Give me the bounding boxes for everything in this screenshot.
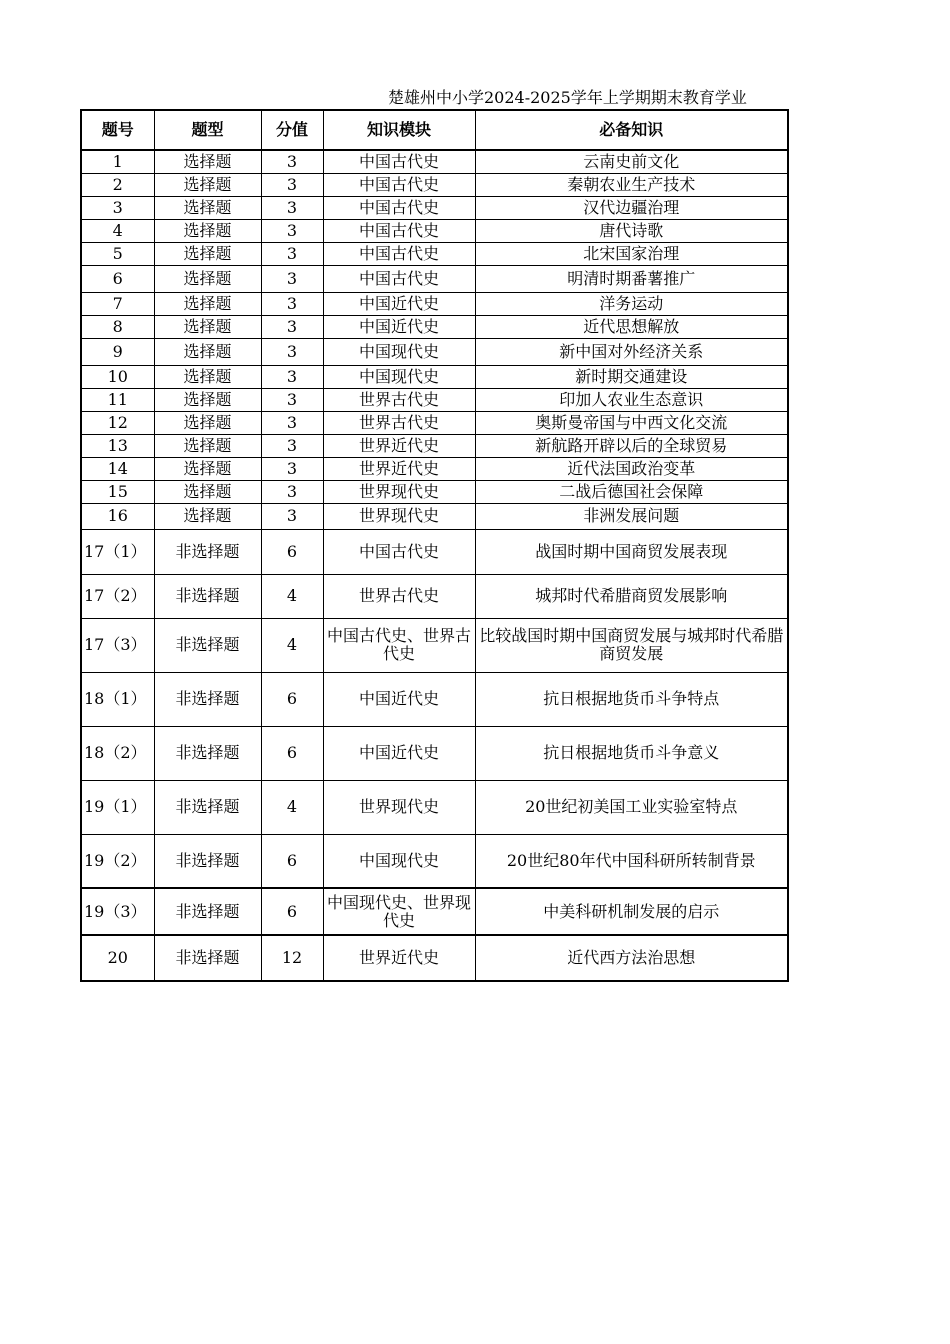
header-question-number: 题号 [81,110,154,150]
cell-question-number: 15 [81,480,154,503]
cell-knowledge: 近代西方法治思想 [475,935,788,981]
header-row [81,110,788,150]
document-title: 楚雄州中小学2024-2025学年上学期期末教育学业 [388,88,747,107]
exam-spec-table [80,109,789,982]
cell-module: 中国古代史、世界古代史 [323,618,475,672]
cell-knowledge: 明清时期番薯推广 [475,265,788,292]
cell-question-number: 17（1） [81,529,154,574]
table-row [81,315,788,338]
cell-question-number: 7 [81,292,154,315]
cell-score: 4 [261,618,323,672]
table-row [81,780,788,834]
table-row [81,574,788,618]
cell-score: 6 [261,888,323,935]
cell-question-number: 19（3） [81,888,154,935]
cell-knowledge: 非洲发展问题 [475,503,788,529]
cell-question-type: 非选择题 [154,780,261,834]
cell-module: 中国近代史 [323,726,475,780]
cell-score: 6 [261,726,323,780]
cell-score: 3 [261,219,323,242]
cell-module: 中国近代史 [323,672,475,726]
cell-score: 4 [261,574,323,618]
cell-question-number: 14 [81,457,154,480]
cell-knowledge: 中美科研机制发展的启示 [475,888,788,935]
cell-question-number: 1 [81,150,154,173]
cell-question-type: 选择题 [154,315,261,338]
cell-score: 3 [261,265,323,292]
table-row [81,888,788,935]
cell-question-number: 11 [81,388,154,411]
table-row [81,388,788,411]
table-row [81,529,788,574]
cell-knowledge: 新中国对外经济关系 [475,338,788,365]
cell-module: 中国古代史 [323,529,475,574]
cell-question-type: 非选择题 [154,834,261,888]
table-row [81,265,788,292]
table-row [81,434,788,457]
cell-score: 6 [261,529,323,574]
cell-question-type: 选择题 [154,480,261,503]
cell-module: 世界古代史 [323,574,475,618]
cell-module: 中国古代史 [323,219,475,242]
cell-question-number: 10 [81,365,154,388]
table-row [81,242,788,265]
cell-question-type: 选择题 [154,219,261,242]
cell-question-number: 6 [81,265,154,292]
cell-module: 中国古代史 [323,242,475,265]
cell-question-type: 选择题 [154,365,261,388]
cell-module: 中国近代史 [323,315,475,338]
cell-question-type: 选择题 [154,388,261,411]
cell-question-number: 5 [81,242,154,265]
cell-knowledge: 近代思想解放 [475,315,788,338]
cell-question-type: 选择题 [154,338,261,365]
cell-module: 世界近代史 [323,434,475,457]
cell-score: 3 [261,388,323,411]
cell-question-number: 18（2） [81,726,154,780]
cell-score: 6 [261,834,323,888]
cell-score: 3 [261,173,323,196]
cell-question-type: 选择题 [154,150,261,173]
cell-module: 世界近代史 [323,935,475,981]
cell-score: 3 [261,480,323,503]
cell-question-type: 非选择题 [154,574,261,618]
cell-module: 世界现代史 [323,780,475,834]
cell-question-type: 选择题 [154,242,261,265]
cell-score: 3 [261,242,323,265]
cell-question-type: 选择题 [154,457,261,480]
cell-knowledge: 城邦时代希腊商贸发展影响 [475,574,788,618]
cell-score: 4 [261,780,323,834]
cell-knowledge: 20世纪初美国工业实验室特点 [475,780,788,834]
cell-question-number: 2 [81,173,154,196]
cell-score: 3 [261,457,323,480]
cell-question-number: 9 [81,338,154,365]
cell-question-type: 选择题 [154,265,261,292]
cell-knowledge: 奥斯曼帝国与中西文化交流 [475,411,788,434]
table-row [81,672,788,726]
table-row [81,834,788,888]
cell-knowledge: 近代法国政治变革 [475,457,788,480]
cell-knowledge: 新航路开辟以后的全球贸易 [475,434,788,457]
cell-knowledge: 印加人农业生态意识 [475,388,788,411]
cell-module: 中国古代史 [323,173,475,196]
cell-question-type: 非选择题 [154,529,261,574]
cell-question-type: 非选择题 [154,672,261,726]
table-row [81,338,788,365]
cell-question-type: 选择题 [154,411,261,434]
cell-score: 6 [261,672,323,726]
cell-module: 中国古代史 [323,265,475,292]
cell-question-number: 3 [81,196,154,219]
table-row [81,726,788,780]
cell-score: 3 [261,196,323,219]
table-row [81,196,788,219]
cell-module: 世界古代史 [323,388,475,411]
cell-module: 世界近代史 [323,457,475,480]
table-row [81,173,788,196]
cell-question-number: 8 [81,315,154,338]
header-score: 分值 [261,110,323,150]
cell-score: 3 [261,411,323,434]
header-knowledge-module: 知识模块 [323,110,475,150]
cell-score: 12 [261,935,323,981]
table-row [81,503,788,529]
cell-module: 世界现代史 [323,503,475,529]
table-row [81,457,788,480]
cell-question-number: 16 [81,503,154,529]
cell-knowledge: 汉代边疆治理 [475,196,788,219]
cell-question-number: 17（2） [81,574,154,618]
cell-score: 3 [261,338,323,365]
cell-question-number: 19（2） [81,834,154,888]
cell-knowledge: 洋务运动 [475,292,788,315]
cell-knowledge: 二战后德国社会保障 [475,480,788,503]
cell-score: 3 [261,150,323,173]
cell-question-number: 13 [81,434,154,457]
cell-module: 中国现代史 [323,338,475,365]
cell-module: 中国现代史 [323,365,475,388]
cell-question-number: 19（1） [81,780,154,834]
cell-knowledge: 北宋国家治理 [475,242,788,265]
table-row [81,618,788,672]
header-question-type: 题型 [154,110,261,150]
cell-question-number: 18（1） [81,672,154,726]
cell-question-type: 选择题 [154,196,261,219]
cell-score: 3 [261,365,323,388]
table-row [81,935,788,981]
table-row [81,219,788,242]
cell-question-number: 4 [81,219,154,242]
cell-question-type: 选择题 [154,173,261,196]
cell-knowledge: 战国时期中国商贸发展表现 [475,529,788,574]
cell-module: 中国古代史 [323,150,475,173]
table-row [81,292,788,315]
cell-question-type: 选择题 [154,503,261,529]
cell-question-type: 选择题 [154,292,261,315]
table-row [81,411,788,434]
cell-module: 世界古代史 [323,411,475,434]
cell-module: 世界现代史 [323,480,475,503]
cell-question-type: 非选择题 [154,935,261,981]
cell-question-type: 非选择题 [154,888,261,935]
cell-question-number: 17（3） [81,618,154,672]
cell-question-number: 12 [81,411,154,434]
cell-knowledge: 20世纪80年代中国科研所转制背景 [475,834,788,888]
cell-score: 3 [261,315,323,338]
cell-score: 3 [261,434,323,457]
cell-knowledge: 唐代诗歌 [475,219,788,242]
cell-knowledge: 抗日根据地货币斗争特点 [475,672,788,726]
cell-knowledge: 新时期交通建设 [475,365,788,388]
cell-question-type: 选择题 [154,434,261,457]
table-row [81,150,788,173]
cell-knowledge: 比较战国时期中国商贸发展与城邦时代希腊商贸发展 [475,618,788,672]
cell-module: 中国现代史 [323,834,475,888]
cell-module: 中国现代史、世界现代史 [323,888,475,935]
cell-question-type: 非选择题 [154,726,261,780]
cell-score: 3 [261,503,323,529]
cell-knowledge: 秦朝农业生产技术 [475,173,788,196]
table-row [81,480,788,503]
cell-question-number: 20 [81,935,154,981]
cell-question-type: 非选择题 [154,618,261,672]
cell-knowledge: 抗日根据地货币斗争意义 [475,726,788,780]
header-required-knowledge: 必备知识 [475,110,788,150]
table-row [81,365,788,388]
cell-module: 中国古代史 [323,196,475,219]
cell-module: 中国近代史 [323,292,475,315]
cell-score: 3 [261,292,323,315]
cell-knowledge: 云南史前文化 [475,150,788,173]
